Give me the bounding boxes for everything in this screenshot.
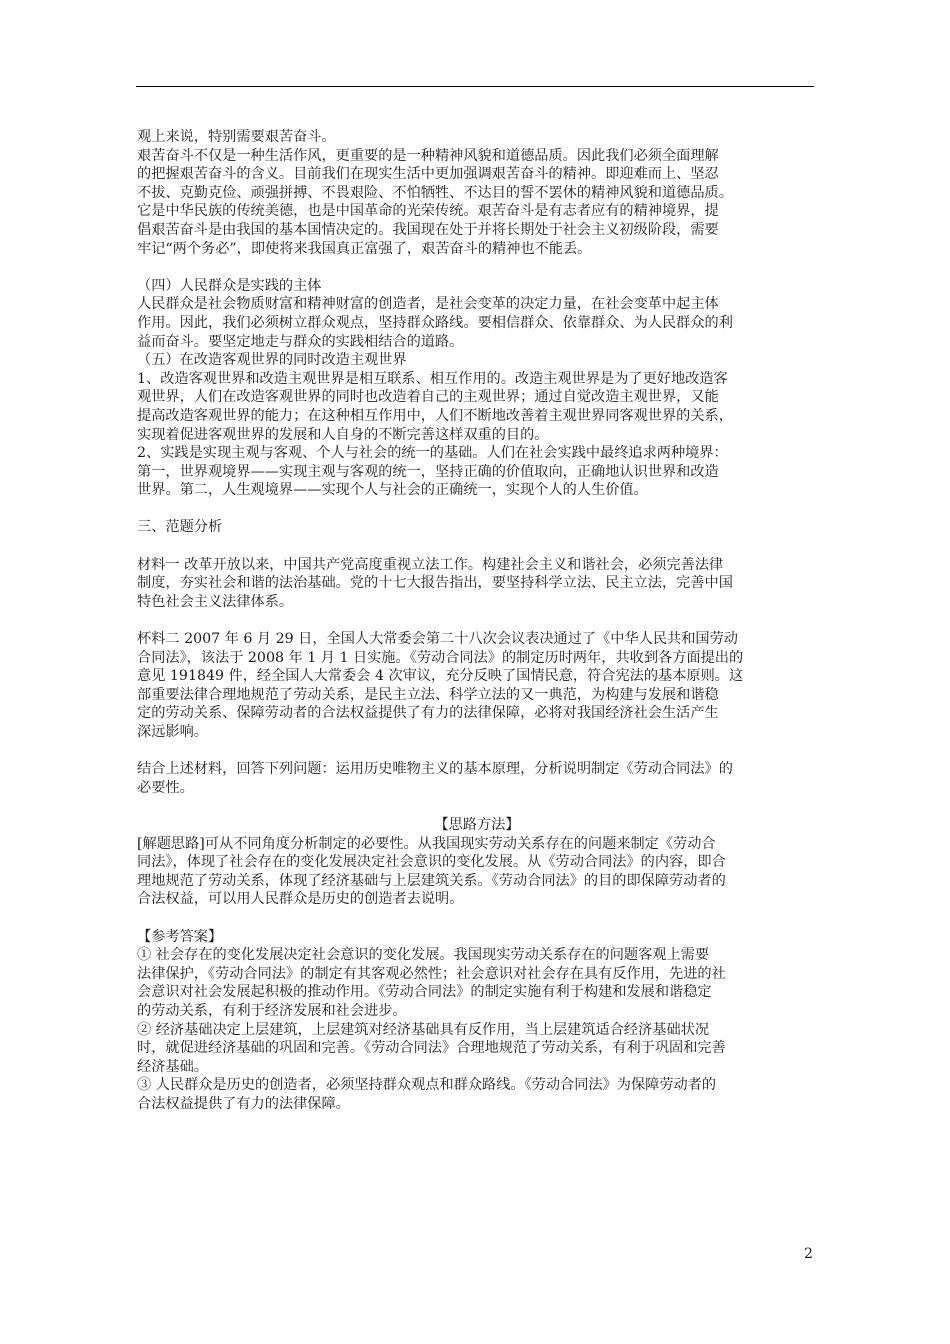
section-heading: （四）人民群众是实践的主体 — [137, 277, 322, 294]
text-line: 益而奋斗。要坚定地走与群众的实践相结合的道路。 — [137, 333, 464, 350]
page-number: 2 — [804, 1246, 813, 1262]
text-line: 观上来说，特别需要艰苦奋斗。 — [137, 129, 336, 145]
text-line: 提高改造客观世界的能力；在这种相互作用中，人们不断地改善着主观世界同客观世界的关系， — [137, 407, 733, 424]
text-line: 实现着促进客观世界的发展和人自身的不断完善这样双重的目的。 — [137, 426, 549, 443]
text-line: 经济基础。 — [137, 1058, 208, 1075]
text-line: ② 经济基础决定上层建筑，上层建筑对经济基础具有反作用，当上层建筑适合经济基础状况 — [137, 1021, 710, 1038]
text-line: 特色社会主义法律体系。 — [137, 593, 294, 610]
text-line: ③ 人民群众是历史的创造者，必须坚持群众观点和群众路线。《劳动合同法》为保障劳动者的 — [137, 1077, 717, 1094]
text-line: 杯料二 2007 年 6 月 29 日，全国人大常委会第二十八次会议表决通过了《中华人民共和国劳动 — [137, 631, 738, 648]
text-line: 法律保护，《劳动合同法》的制定有其客观必然性；社会意识对社会存在具有反作用，先进的社 — [137, 965, 726, 982]
text-line: 意见 191849 件，经全国人大常委会 4 次审议，充分反映了国情民意，符合宪法的基本原则。这 — [137, 668, 744, 685]
text-line: 合法权益，可以用人民群众是历史的创造者去说明。 — [137, 891, 464, 908]
text-line: 材料一 改革开放以来，中国共产党高度重视立法工作。构建社会主义和谐社会，必须完善法律 — [137, 556, 724, 573]
text-line: 时，就促进经济基础的巩固和完善。《劳动合同法》合理地规范了劳动关系，有利于巩固和完善 — [137, 1040, 726, 1057]
text-line: 世界。第二，人生观境界——实现个人与社会的正确统一，实现个人的人生价值。 — [137, 482, 648, 499]
text-line: 必要性。 — [137, 779, 194, 796]
text-line: 的把握艰苦奋斗的含义。目前我们在现实生活中更加强调艰苦奋斗的精神。即迎难而上、坚忍 — [137, 166, 719, 183]
text-line: 艰苦奋斗不仅是一种生活作风，更重要的是一种精神风貌和道德品质。因此我们必须全面理解 — [137, 147, 719, 164]
solution-approach — [137, 816, 817, 909]
heading-answer: 【参考答案】 — [137, 928, 223, 945]
text-line: 不拔、克勤克俭、顽强拼搏、不畏艰险、不怕牺牲、不达目的誓不罢休的精神风貌和道德品质。 — [137, 184, 733, 201]
heading-method: 【思路方法】 — [434, 816, 520, 833]
text-line: ① 社会存在的变化发展决定社会意识的变化发展。我国现实劳动关系存在的问题客观上需要 — [137, 947, 710, 964]
paragraph-hardship — [137, 128, 817, 258]
section-practice-subjects — [137, 277, 817, 500]
text-line: 第一，世界观境界——实现主观与客观的统一，坚持正确的价值取向，正确地认识世界和改造 — [137, 463, 719, 480]
text-line: 理地规范了劳动关系，体现了经济基础与上层建筑关系。《劳动合同法》的目的即保障劳动者的 — [137, 872, 726, 889]
text-line: 定的劳动关系、保障劳动者的合法权益提供了有力的法律保障，必将对我国经济社会生活产生 — [137, 705, 719, 722]
material-two — [137, 630, 817, 742]
section-heading: （五）在改造客观世界的同时改造主观世界 — [137, 352, 407, 369]
material-one — [137, 556, 817, 612]
text-line: 倡艰苦奋斗是由我国的基本国情决定的。我国现在处于并将长期处于社会主义初级阶段，需要 — [137, 221, 719, 238]
text-line: 人民群众是社会物质财富和精神财富的创造者，是社会变革的决定力量，在社会变革中起主体 — [137, 296, 719, 313]
text-line: 合同法》，该法于 2008 年 1 月 1 日实施。《劳动合同法》的制定历时两年，共收到各方面提出的 — [137, 649, 744, 666]
text-line: 会意识对社会发展起积极的推动作用。《劳动合同法》的制定实施有利于构建和发展和谐稳定 — [137, 984, 712, 1001]
text-line: 1、改造客观世界和改造主观世界是相互联系、相互作用的。改造主观世界是为了更好地改造客 — [137, 370, 728, 387]
text-line: 作用。因此，我们必须树立群众观点，坚持群众路线。要相信群众、依靠群众、为人民群众的利 — [137, 314, 733, 331]
text-line: [解题思路]可从不同角度分析制定的必要性。从我国现实劳动关系存在的问题来制定《劳动合 — [137, 835, 716, 852]
text-line: 的劳动关系，有利于经济发展和社会进步。 — [137, 1002, 407, 1019]
reference-answer — [137, 928, 817, 1114]
text-line: 结合上述材料，回答下列问题：运用历史唯物主义的基本原理，分析说明制定《劳动合同法》的 — [137, 761, 733, 778]
section-heading-example-analysis: 三、范题分析 — [137, 519, 223, 536]
text-line: 它是中华民族的传统美德，也是中国革命的光荣传统。艰苦奋斗是有志者应有的精神境界，提 — [137, 203, 719, 220]
text-line: 观世界，人们在改造客观世界的同时也改造着自己的主观世界；通过自觉改造主观世界，又能 — [137, 389, 719, 406]
text-line: 同法》，体现了社会存在的变化发展决定社会意识的变化发展。从《劳动合同法》的内容，即合 — [137, 854, 726, 871]
text-line: 部重要法律合理地规范了劳动关系，是民主立法、科学立法的又一典范，为构建与发展和谐稳 — [137, 686, 719, 703]
question — [137, 760, 817, 797]
text-line: 制度，夯实社会和谐的法治基础。党的十七大报告指出，要坚持科学立法、民主立法，完善中国 — [137, 575, 733, 592]
document-body — [137, 128, 817, 1113]
text-line: 2、实践是实现主观与客观、个人与社会的统一的基础。人们在社会实践中最终追求两种境界： — [137, 445, 728, 462]
text-line: 合法权益提供了有力的法律保障。 — [137, 1095, 350, 1112]
text-line: 牢记“两个务必”，即使将来我国真正富强了，艰苦奋斗的精神也不能丢。 — [137, 240, 592, 257]
text-line: 深远影响。 — [137, 724, 208, 740]
header-rule — [136, 86, 814, 87]
